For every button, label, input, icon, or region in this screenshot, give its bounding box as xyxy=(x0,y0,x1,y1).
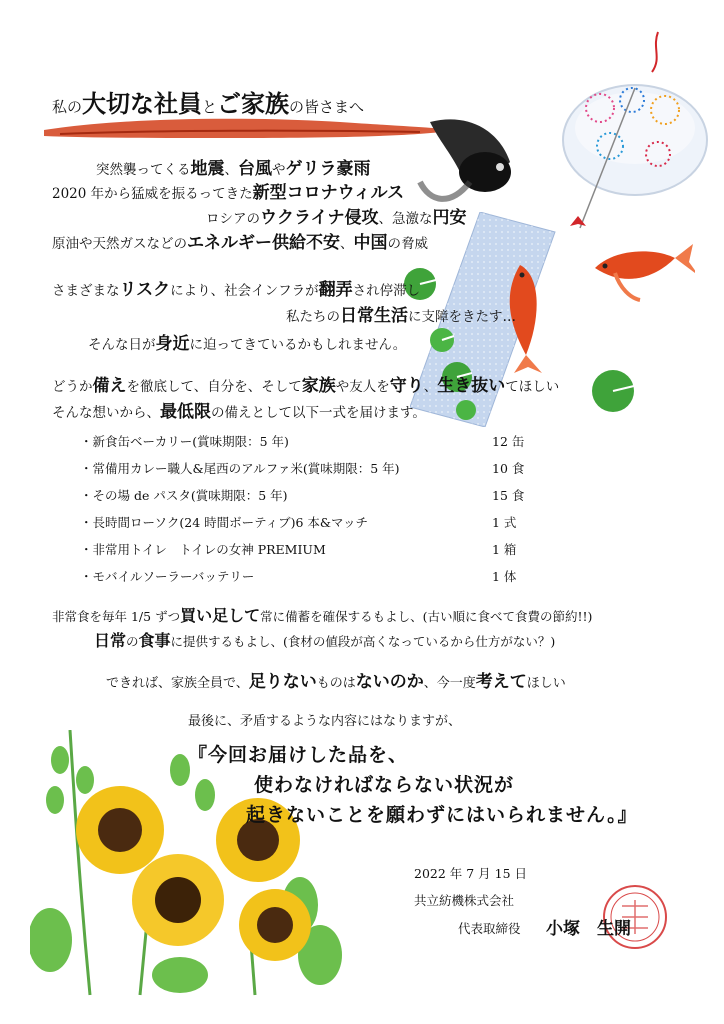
threats-line-3 xyxy=(206,208,467,228)
text: どうか xyxy=(52,379,93,395)
threats-line-1 xyxy=(96,159,371,179)
text-bold: 翻弄 xyxy=(318,280,353,300)
wind-chime-illustration xyxy=(540,28,720,258)
text: 常に備蓄を確保するもよし、(古い順に食べて食費の節約!!) xyxy=(260,609,593,624)
text: 突然襲ってくる xyxy=(96,162,191,178)
greeting-prefix: 私の xyxy=(52,98,83,116)
text-bold: 最低限 xyxy=(160,402,211,422)
list-item-name: ・モバイルソーラーバッテリー xyxy=(80,569,255,584)
text: 、 xyxy=(340,236,354,252)
text: てほしい xyxy=(505,379,560,395)
text-bold: 食事 xyxy=(138,631,171,650)
text: に迫ってきているかもしれません。 xyxy=(189,337,407,353)
lily-pad-5 xyxy=(454,398,478,422)
threats-line-2 xyxy=(52,183,404,203)
text: や友人を xyxy=(335,379,390,395)
text-bold: 日常生活 xyxy=(340,306,408,326)
greeting-suffix: の皆さまへ xyxy=(289,98,365,116)
lily-pad-4 xyxy=(590,368,636,414)
text-bold: 考えて xyxy=(475,672,527,692)
text-bold: 台風 xyxy=(238,159,272,179)
signature-name: 小塚 生開 xyxy=(546,919,631,939)
list-item-qty: 15 食 xyxy=(492,488,525,503)
signature-date: 2022 年 7 月 15 日 xyxy=(414,866,528,881)
food-line-2 xyxy=(94,631,555,650)
text: 、 xyxy=(224,162,238,178)
text-bold: 地震 xyxy=(190,159,225,179)
text: により、社会インフラが xyxy=(170,283,319,299)
text-bold: 備え xyxy=(92,376,127,396)
threats-line-4 xyxy=(52,233,428,253)
risk-line-3 xyxy=(88,334,406,354)
text-bold: 買い足して xyxy=(180,606,261,625)
text: ものは xyxy=(316,676,356,691)
text-bold: 中国 xyxy=(353,233,388,253)
text-bold: 守り xyxy=(389,376,424,396)
list-item-qty: 1 箱 xyxy=(492,542,517,557)
text: ほしい xyxy=(526,676,566,691)
red-koi-illustration-right xyxy=(585,228,695,308)
text: の脅威 xyxy=(387,236,428,252)
greeting-and: と xyxy=(202,98,218,116)
text: 私たちの xyxy=(286,309,340,325)
text: に支障をきたす… xyxy=(408,309,516,325)
food-line-1 xyxy=(52,606,592,625)
text: そんな日が xyxy=(88,337,156,353)
text: ロシアの xyxy=(206,211,260,227)
list-item-name: ・その場 de パスタ(賞味期限：5 年) xyxy=(80,488,288,503)
text-bold: ウクライナ侵攻 xyxy=(260,208,379,228)
text: そんな想いから、 xyxy=(52,405,160,421)
risk-line-2 xyxy=(286,306,516,326)
text: され停滞し xyxy=(352,283,421,299)
list-item-qty: 1 体 xyxy=(492,569,517,584)
list-item-qty: 10 食 xyxy=(492,461,525,476)
text: 原油や天然ガスなどの xyxy=(52,236,187,252)
text-bold: ないのか xyxy=(355,672,424,692)
text-bold: 日常 xyxy=(94,631,127,650)
closing-quote-line-3: 起きないことを願わずにはいられません。』 xyxy=(246,804,638,826)
text: 2020 年から猛威を振るってきた xyxy=(52,186,253,202)
family-line xyxy=(106,672,566,692)
text: 、今一度 xyxy=(423,676,476,691)
greeting-heading xyxy=(52,90,364,119)
closing-lead: 最後に、矛盾するような内容にはなりますが、 xyxy=(188,714,462,729)
lily-pad-2 xyxy=(428,326,456,354)
greeting-families: ご家族 xyxy=(217,89,290,118)
list-item-qty: 1 式 xyxy=(492,515,517,530)
text: さまざまな xyxy=(52,283,120,299)
list-item-name: ・長時間ローソク(24 時間ボーティブ)6 本&マッチ xyxy=(80,515,369,530)
text-bold: 円安 xyxy=(432,208,467,228)
greeting-employees: 大切な社員 xyxy=(82,89,203,118)
black-goldfish-illustration xyxy=(410,112,530,212)
text-bold: エネルギー供給不安 xyxy=(187,233,340,253)
closing-quote-line-2: 使わなければならない状況が xyxy=(254,774,515,796)
prep-line-1 xyxy=(52,376,559,396)
text: 、 xyxy=(423,379,438,395)
text-bold: リスク xyxy=(119,280,171,300)
list-item-name: ・新食缶ベーカリー(賞味期限：5 年) xyxy=(80,434,289,449)
list-item-name: ・常備用カレー職人&尾西のアルファ米(賞味期限：5 年) xyxy=(80,461,400,476)
prep-line-2 xyxy=(52,402,426,422)
text: を徹底して、自分を、そして xyxy=(126,379,302,395)
risk-line-1 xyxy=(52,280,420,300)
list-item-name: ・非常用トイレ トイレの女神 PREMIUM xyxy=(80,542,326,557)
text: の xyxy=(126,634,139,649)
text: 、急激な xyxy=(378,211,433,227)
text: や xyxy=(272,162,286,178)
signature-company: 共立紡機株式会社 xyxy=(414,893,515,908)
text-bold: 家族 xyxy=(301,376,336,396)
text-bold: 生き抜い xyxy=(437,376,506,396)
text: に提供するもよし、(食材の値段が高くなっているから仕方がない？) xyxy=(170,634,556,649)
text-bold: 身近 xyxy=(155,334,190,354)
closing-quote-line-1: 『今回お届けした品を、 xyxy=(188,744,409,766)
text-bold: 新型コロナウィルス xyxy=(252,183,405,203)
list-item-qty: 12 缶 xyxy=(492,434,525,449)
text: の備えとして以下一式を届けます。 xyxy=(211,405,426,421)
text-bold: ゲリラ豪雨 xyxy=(285,159,371,179)
text-bold: 足りない xyxy=(248,672,317,692)
text: できれば、家族全員で、 xyxy=(106,676,249,691)
text: 非常食を毎年 1/5 ずつ xyxy=(52,609,181,624)
signature-title: 代表取締役 xyxy=(458,921,521,936)
